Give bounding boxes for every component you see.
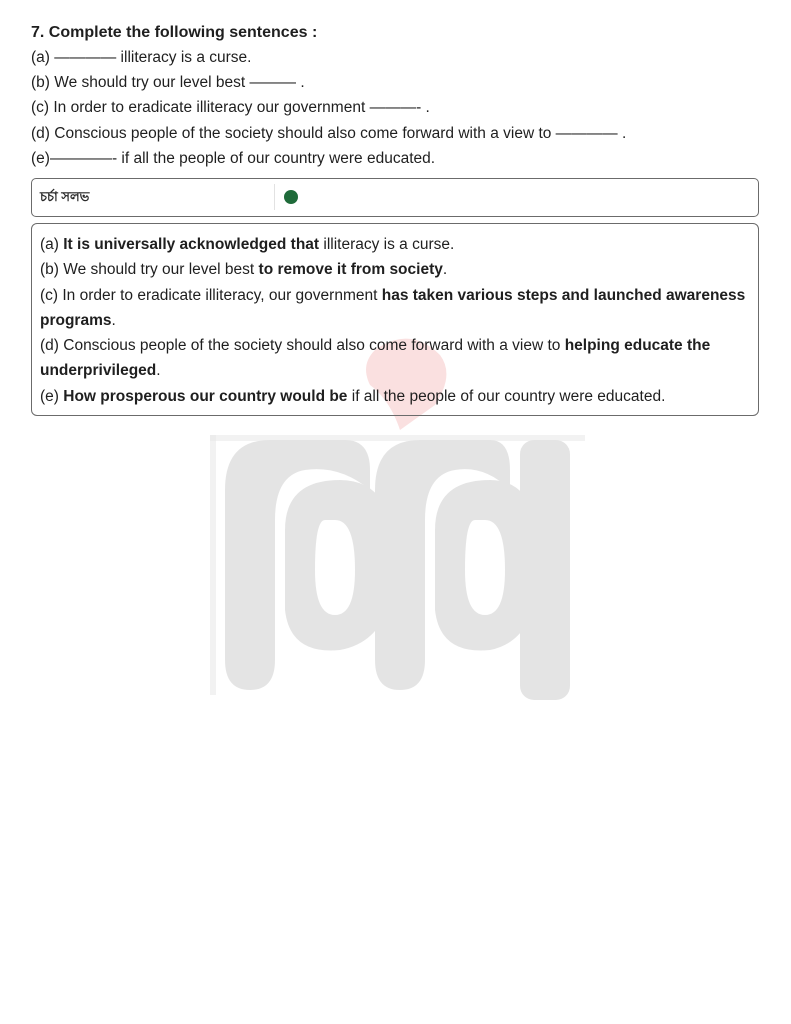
answer-line-d: (d) Conscious people of the society should also come forward with a view to helping educate the underprivileged.: [40, 337, 711, 380]
question-line-e: (e)————- if all the people of our country were educated.: [31, 149, 436, 167]
question-line-a: (a) ———— illiteracy is a curse.: [31, 49, 252, 66]
question-line-b: (b) We should try our level best ——— .: [31, 74, 305, 92]
answer-box: [31, 223, 759, 416]
brand-name: চর্চা সলভ: [40, 189, 90, 204]
solution-header-bar: [31, 178, 759, 217]
header-divider: [274, 184, 275, 210]
answer-line-e: (e) How prosperous our country would be if all the people of our country were educated.: [40, 387, 666, 405]
question-block: [31, 20, 771, 171]
answer-line-a: (a) It is universally acknowledged that illiteracy is a curse.: [40, 236, 455, 253]
question-title: 7. Complete the following sentences :: [31, 24, 318, 41]
answer-line-c: (c) In order to eradicate illiteracy, our government has taken various steps and launched awareness programs.: [40, 286, 746, 329]
answer-line-b: (b) We should try our level best to remove it from society.: [40, 261, 448, 279]
question-line-d: (d) Conscious people of the society should also come forward with a view to ———— .: [31, 124, 627, 142]
status-dot-icon: [284, 190, 298, 204]
question-line-c: (c) In order to eradicate illiteracy our government ———- .: [31, 99, 430, 117]
